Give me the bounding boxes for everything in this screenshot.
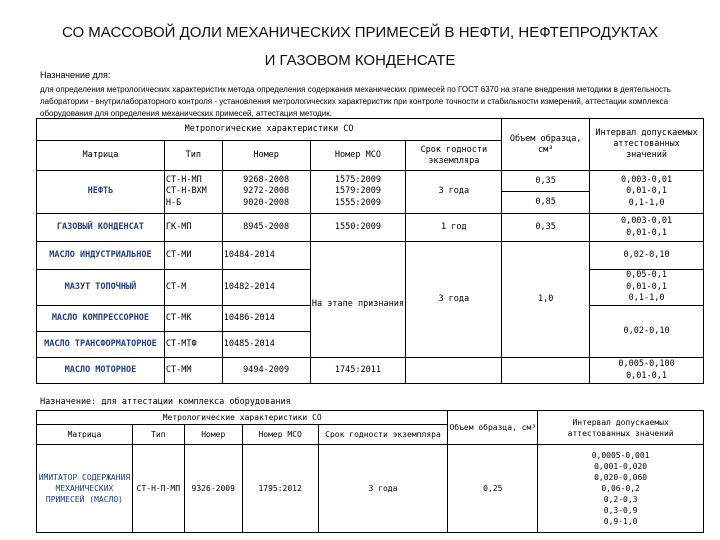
type-cell: СТ-МК bbox=[164, 306, 222, 332]
title-line-1: СО МАССОВОЙ ДОЛИ МЕХАНИЧЕСКИХ ПРИМЕСЕЙ В НЕФТИ, НЕФТЕПРОДУКТАХ bbox=[61, 24, 659, 41]
mso-merged-cell: На этапе признания bbox=[310, 242, 406, 358]
number-cell: 8945-2008 bbox=[222, 214, 310, 242]
col-interval-header: Интервал допускаемых аттестованных значений bbox=[590, 119, 704, 171]
interval-cell-2: 0,0005-0,001 0,001-0,020 0,020-0,060 0,06-0,2 0,2-0,3 0,3-0,9 0,9-1,0 bbox=[538, 445, 704, 533]
title-line-2: И ГАЗОВОМ КОНДЕНСАТЕ bbox=[264, 52, 456, 69]
shelf-cell bbox=[406, 358, 502, 384]
number-cell: 10485-2014 bbox=[222, 332, 310, 358]
mso-cell: 1550:2009 bbox=[310, 214, 406, 242]
mso-cell: 1575:2009 1579:2009 1555:2009 bbox=[310, 171, 406, 214]
col-type-header-2: Тип bbox=[132, 425, 184, 445]
volume-value-b: 0,85 bbox=[502, 191, 589, 213]
interval-cell: 0,05-0,1 0,01-0,1 0,1-1,0 bbox=[590, 270, 704, 306]
number-cell-2: 9326-2009 bbox=[184, 445, 242, 533]
volume-cell: 0,35 bbox=[502, 214, 590, 242]
type-cell: ГК-МП bbox=[164, 214, 222, 242]
purpose-text: для определения метрологических характеристик метода определения содержания механических примесей по ГОСТ 6370 на этапе внедрения методики в деятельность лаборатории - внутрилабораторного контроля - установления метрологических характеристик при контроле точности и стабильности измерений, аттестации комплекса оборудования для определения механических примесей, аттестация методик. bbox=[40, 85, 671, 118]
reference-materials-table bbox=[36, 118, 704, 384]
mso-cell: 1745:2011 bbox=[310, 358, 406, 384]
volume-merged-cell: 1,0 bbox=[502, 242, 590, 358]
interval-cell: 0,003-0,01 0,01-0,1 0,1-1,0 bbox=[590, 171, 704, 214]
type-cell: СТ-ММ bbox=[164, 358, 222, 384]
col-mso-header-2: Номер МСО bbox=[242, 425, 318, 445]
volume-cell bbox=[502, 358, 590, 384]
equipment-certification-table bbox=[36, 410, 704, 533]
number-cell: 10484-2014 bbox=[222, 242, 310, 270]
type-cell-2: СТ-Н-П-МП bbox=[132, 445, 184, 533]
shelf-cell: 3 года bbox=[406, 171, 502, 214]
shelf-cell-2: 3 года bbox=[318, 445, 448, 533]
purpose-2: Назначение: для аттестации комплекса оборудования bbox=[40, 397, 291, 407]
number-cell: 10486-2014 bbox=[222, 306, 310, 332]
col-matrix-header: Матрица bbox=[37, 141, 165, 171]
mso-cell-2: 1795:2012 bbox=[242, 445, 318, 533]
volume-cell-2: 0,25 bbox=[448, 445, 538, 533]
matrix-cell: ГАЗОВЫЙ КОНДЕНСАТ bbox=[37, 214, 165, 242]
volume-cell bbox=[502, 171, 590, 214]
col-type-header: Тип bbox=[164, 141, 222, 171]
col-interval-header-2: Интервал допускаемых аттестованных значений bbox=[538, 411, 704, 445]
interval-cell: 0,02-0,10 bbox=[590, 242, 704, 270]
purpose-label: Назначение для: bbox=[40, 70, 111, 80]
type-cell: СТ-МИ bbox=[164, 242, 222, 270]
matrix-cell: МАСЛО ИНДУСТРИАЛЬНОЕ bbox=[37, 242, 165, 270]
type-cell: СТ-Н-МП СТ-Н-ВХМ Н-Б bbox=[164, 171, 222, 214]
interval-cell: 0,02-0,10 bbox=[590, 306, 704, 358]
type-cell: СТ-МТФ bbox=[164, 332, 222, 358]
number-cell: 10482-2014 bbox=[222, 270, 310, 306]
matrix-cell: МАЗУТ ТОПОЧНЫЙ bbox=[37, 270, 165, 306]
matrix-cell: МАСЛО КОМПРЕССОРНОЕ bbox=[37, 306, 165, 332]
col-volume-header: Объем образца, см³ bbox=[502, 119, 590, 171]
col-number-header: Номер bbox=[222, 141, 310, 171]
volume-value-a: 0,35 bbox=[535, 176, 556, 186]
interval-cell: 0,003-0,01 0,01-0,1 bbox=[590, 214, 704, 242]
matrix-cell: МАСЛО ТРАНСФОРМАТОРНОЕ bbox=[37, 332, 165, 358]
number-cell: 9268-2008 9272-2008 9020-2008 bbox=[222, 171, 310, 214]
col-shelf-header: Срок годности экземпляра bbox=[406, 141, 502, 171]
matrix-cell: НЕФТЬ bbox=[37, 171, 165, 214]
interval-cell: 0,005-0,100 0,01-0,1 bbox=[590, 358, 704, 384]
shelf-cell: 1 год bbox=[406, 214, 502, 242]
number-cell: 9494-2009 bbox=[222, 358, 310, 384]
col-mso-header: Номер МСО bbox=[310, 141, 406, 171]
col-shelf-header-2: Срок годности экземпляра bbox=[318, 425, 448, 445]
col-number-header-2: Номер bbox=[184, 425, 242, 445]
col-matrix-header-2: Матрица bbox=[37, 425, 133, 445]
metrology-header: Метрологические характеристики СО bbox=[37, 119, 502, 141]
metrology-header-2: Метрологические характеристики СО bbox=[37, 411, 448, 425]
col-volume-header-2: Объем образца, см³ bbox=[448, 411, 538, 445]
matrix-cell-2: ИМИТАТОР СОДЕРЖАНИЯ МЕХАНИЧЕСКИХ ПРИМЕСЕЙ (МАСЛО) bbox=[37, 445, 133, 533]
shelf-merged-cell: 3 года bbox=[406, 242, 502, 358]
type-cell: СТ-М bbox=[164, 270, 222, 306]
matrix-cell: МАСЛО МОТОРНОЕ bbox=[37, 358, 165, 384]
